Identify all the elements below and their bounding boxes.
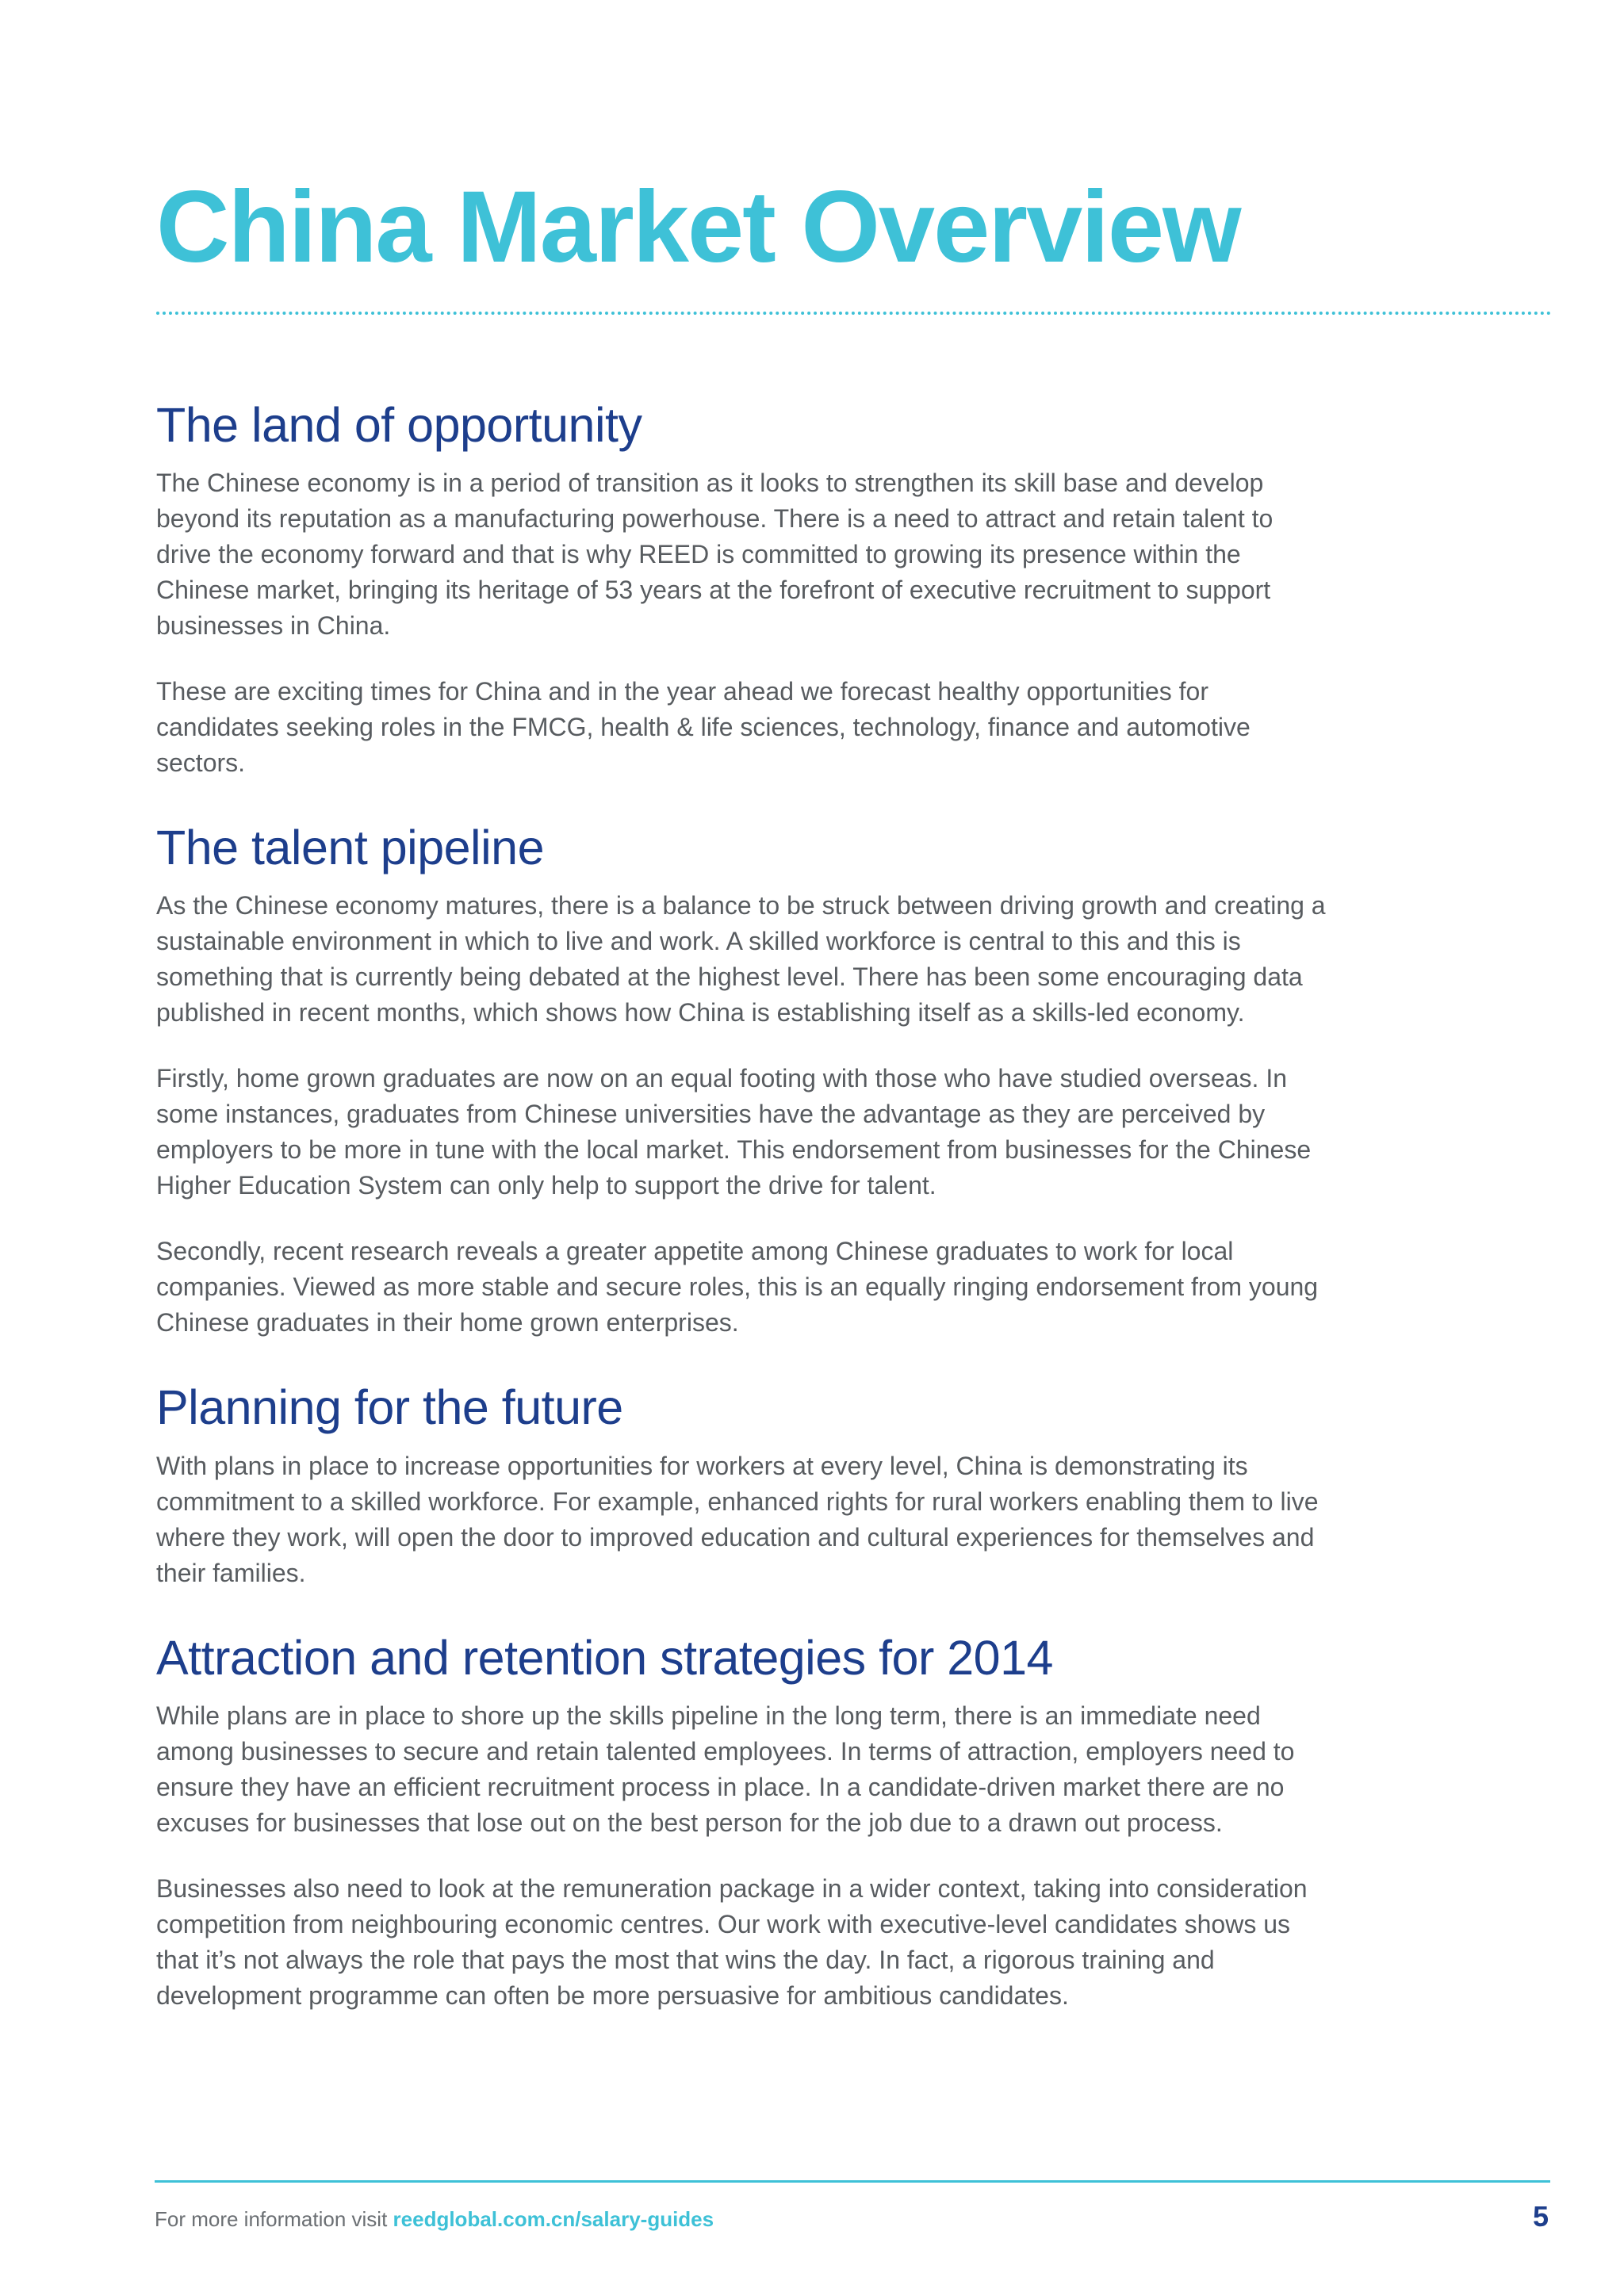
section-attraction-retention — [156, 1629, 1330, 2014]
section-land-of-opportunity — [156, 396, 1330, 781]
footer-prefix: For more information visit — [155, 2207, 393, 2231]
section-heading: Planning for the future — [156, 1380, 623, 1435]
paragraph: As the Chinese economy matures, there is a balance to be struck between driving growth and creating a sustainable environment in which to live and work. A skilled workforce is central to this and this is something that is currently being debated at the highest level. There has been some encouraging data published in recent months, which shows how China is establishing itself as a skills-led economy. — [156, 891, 1326, 1027]
paragraph: Secondly, recent research reveals a greater appetite among Chinese graduates to work for local companies. Viewed as more stable and secure roles, this is an equally ringing endorsement from young Chinese graduates in their home grown enterprises. — [156, 1237, 1319, 1337]
section-heading: The land of opportunity — [156, 398, 642, 452]
section-heading: The talent pipeline — [156, 821, 545, 875]
paragraph: Firstly, home grown graduates are now on an equal footing with those who have studied overseas. In some instances, graduates from Chinese universities have the advantage as they are perceived by employers to be more in tune with the local market. This endorsement from businesses for the Chinese Higher Education System can only help to support the drive for talent. — [156, 1064, 1312, 1200]
section-talent-pipeline — [156, 819, 1330, 1341]
paragraph: Businesses also need to look at the remuneration package in a wider context, taking into consideration competition from neighbouring economic centres. Our work with executive-level candidates shows us that it’s not always the role that pays the most that wins the day. In fact, a rigorous training and development programme can often be more persuasive for ambitious candidates. — [156, 1873, 1308, 2010]
paragraph: The Chinese economy is in a period of transition as it looks to strengthen its skill base and develop beyond its reputation as a manufacturing powerhouse. There is a need to attract and retain talent to drive the economy forward and that is why REED is committed to growing its presence within the Chinese market, bringing its heritage of 53 years at the forefront of executive recruitment to support businesses in China. — [156, 469, 1274, 641]
paragraph: While plans are in place to shore up the skills pipeline in the long term, there is an immediate need among businesses to secure and retain talented employees. In terms of attraction, employers need to ensure they have an efficient recruitment process in place. In a candidate-driven market there are no excuses for businesses that lose out on the best person for the job due to a drawn out process. — [156, 1701, 1295, 1837]
main-content — [156, 396, 1330, 2014]
page-title: China Market Overview — [156, 170, 1240, 284]
footer-info — [155, 2207, 714, 2232]
footer-link[interactable]: reedglobal.com.cn/salary-guides — [393, 2207, 714, 2231]
page-number: 5 — [1532, 2200, 1549, 2233]
section-planning-future — [156, 1379, 1330, 1590]
footer-divider — [155, 2180, 1550, 2183]
section-heading: Attraction and retention strategies for 2014 — [156, 1630, 1053, 1685]
paragraph: With plans in place to increase opportunities for workers at every level, China is demonstrating its commitment to a skilled workforce. For example, enhanced rights for rural workers enabling them to live where they work, will open the door to improved education and cultural experiences for themselves and their families. — [156, 1451, 1319, 1587]
paragraph: These are exciting times for China and in the year ahead we forecast healthy opportunities for candidates seeking roles in the FMCG, health & life sciences, technology, finance and automotive sectors. — [156, 677, 1251, 778]
title-divider — [156, 312, 1552, 315]
